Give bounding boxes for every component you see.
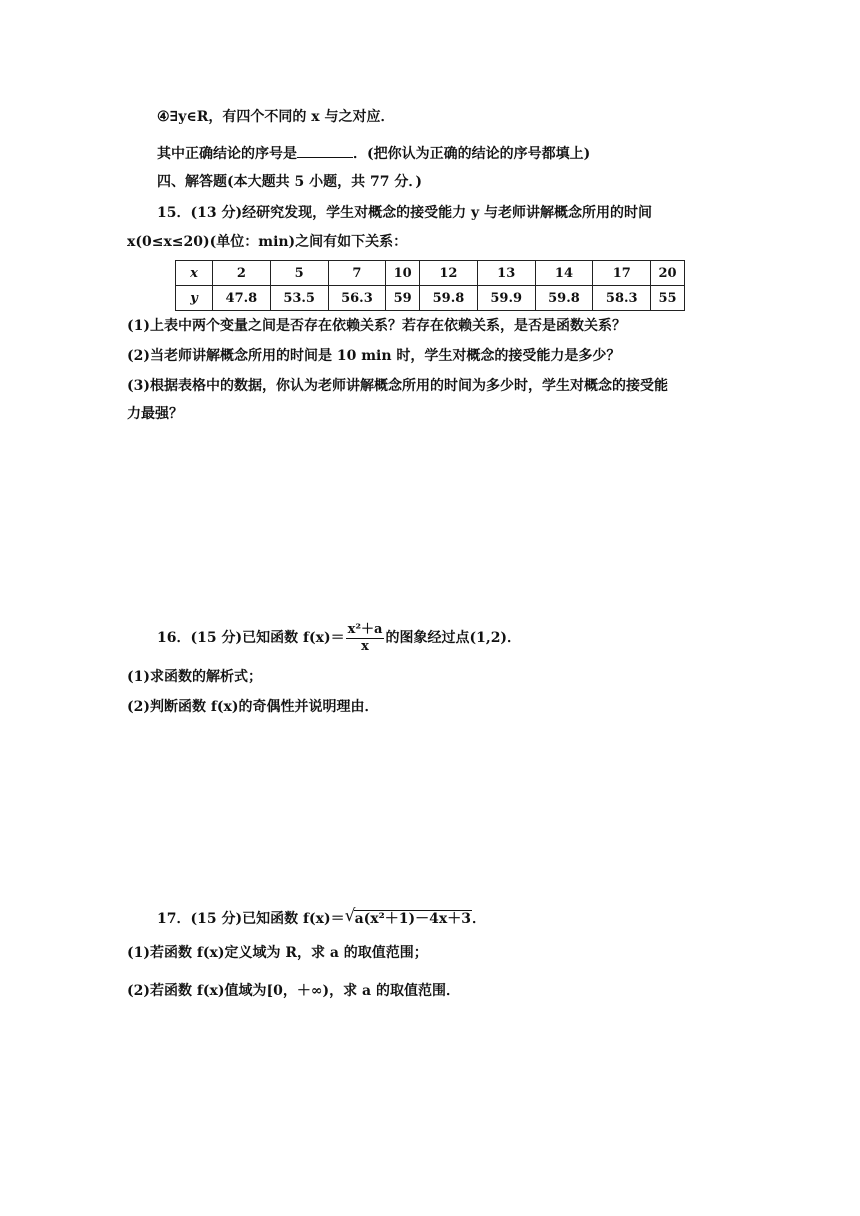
table-cell: 10 xyxy=(386,261,420,286)
answer-prompt xyxy=(157,143,590,164)
table-cell: 17 xyxy=(593,261,651,286)
table-cell: 53.5 xyxy=(270,286,328,311)
q15-part2: (2)当老师讲解概念所用的时间是 10 min 时，学生对概念的接受能力是多少？ xyxy=(127,348,621,364)
q17-prefix: 17．(15 分)已知函数 f(x)＝ xyxy=(157,911,345,927)
table-header-x: x xyxy=(176,261,213,286)
table-header-y: y xyxy=(176,286,213,311)
q16-part2: (2)判断函数 f(x)的奇偶性并说明理由． xyxy=(127,699,379,715)
table-cell: 59 xyxy=(386,286,420,311)
table-cell: 5 xyxy=(270,261,328,286)
q17-part2: (2)若函数 f(x)值域为[0，＋∞)，求 a 的取值范围． xyxy=(127,983,460,999)
table-cell: 59.8 xyxy=(535,286,593,311)
q16-fraction xyxy=(346,622,385,655)
table-cell: 12 xyxy=(420,261,478,286)
section-heading: 四、解答题(本大题共 5 小题，共 77 分．) xyxy=(157,174,422,190)
q17-suffix: ． xyxy=(471,911,486,927)
answer-prompt-after: ．(把你认为正确的结论的序号都填上) xyxy=(353,146,591,162)
table-cell: 56.3 xyxy=(328,286,386,311)
q15-part3-line2: 力最强？ xyxy=(127,406,183,422)
q16-frac-numerator: x²＋a xyxy=(347,621,383,637)
table-cell: 14 xyxy=(535,261,593,286)
q17-part1: (1)若函数 f(x)定义域为 R，求 a 的取值范围； xyxy=(127,945,428,961)
answer-prompt-before: 其中正确结论的序号是 xyxy=(157,146,297,162)
table-cell: 13 xyxy=(477,261,535,286)
table-cell: 59.9 xyxy=(477,286,535,311)
q16-part1: (1)求函数的解析式； xyxy=(127,669,262,685)
q16-prefix: 16．(15 分)已知函数 f(x)＝ xyxy=(157,630,345,646)
q17-stem xyxy=(157,906,486,929)
table-cell: 59.8 xyxy=(420,286,478,311)
q17-radicand: a(x²＋1)－4x＋3 xyxy=(354,911,471,927)
q16-stem xyxy=(157,620,521,656)
table-cell: 7 xyxy=(328,261,386,286)
q17-square-root xyxy=(344,906,472,929)
table-cell: 47.8 xyxy=(213,286,271,311)
q15-part1: (1)上表中两个变量之间是否存在依赖关系？若存在依赖关系，是否是函数关系？ xyxy=(127,318,626,334)
table-row-y xyxy=(176,286,685,311)
table-cell: 20 xyxy=(651,261,685,286)
table-row-x xyxy=(176,261,685,286)
q15-stem-line1: 15．(13 分)经研究发现，学生对概念的接受能力 y 与老师讲解概念所用的时间 xyxy=(157,205,652,221)
data-table xyxy=(175,260,685,311)
table-cell: 2 xyxy=(213,261,271,286)
item-4-statement: ④∃y∈R，有四个不同的 x 与之对应． xyxy=(157,109,395,125)
q16-frac-denominator: x xyxy=(361,638,369,654)
answer-blank xyxy=(297,143,353,158)
radical-sign-icon: √ xyxy=(344,906,356,926)
table-cell: 58.3 xyxy=(593,286,651,311)
q15-part3-line1: (3)根据表格中的数据，你认为老师讲解概念所用的时间为多少时，学生对概念的接受能 xyxy=(127,378,668,394)
table-cell: 55 xyxy=(651,286,685,311)
q16-suffix: 的图象经过点(1,2)． xyxy=(385,630,522,646)
q15-stem-line2: x(0≤x≤20)(单位：min)之间有如下关系： xyxy=(127,234,408,250)
